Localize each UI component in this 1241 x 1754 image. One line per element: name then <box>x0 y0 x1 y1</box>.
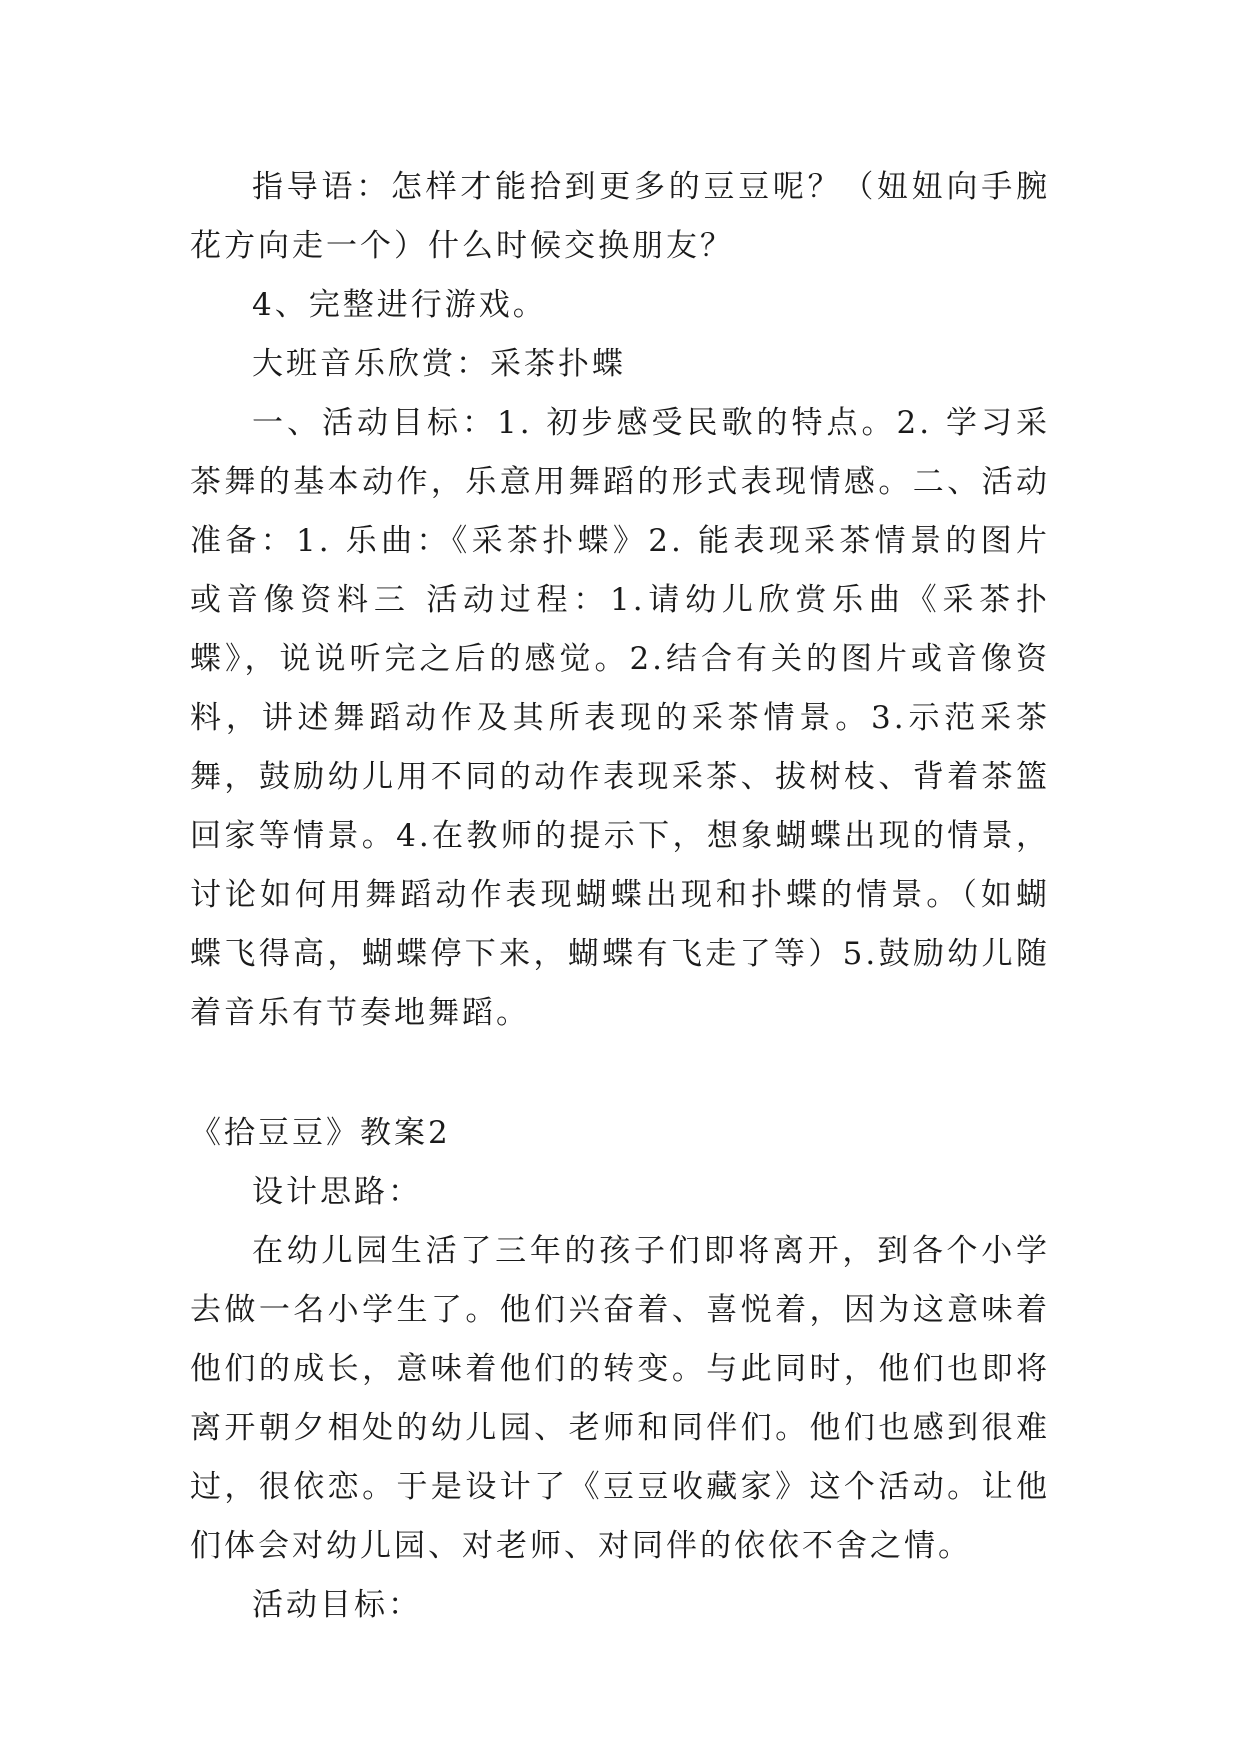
paragraph-activity-details: 一、活动目标：1. 初步感受民歌的特点。2. 学习采茶舞的基本动作，乐意用舞蹈的形式表现情感。二、活动准备：1. 乐曲：《采茶扑蝶》2. 能表现采茶情景的图片或音像资料三 活动过程：1.请幼儿欣赏乐曲《采茶扑蝶》，说说听完之后的感觉。2.结合有关的图片或音像资料，讲述舞蹈动作及其所表现的采茶情景。3.示范采茶舞，鼓励幼儿用不同的动作表现采茶、拔树枝、背着茶篮回家等情景。4.在教师的提示下，想象蝴蝶出现的情景，讨论如何用舞蹈动作表现蝴蝶出现和扑蝶的情景。（如蝴蝶飞得高，蝴蝶停下来，蝴蝶有飞走了等）5.鼓励幼儿随着音乐有节奏地舞蹈。 <box>190 405 1050 1031</box>
paragraph-design-idea-body: 在幼儿园生活了三年的孩子们即将离开，到各个小学去做一名小学生了。他们兴奋着、喜悦着，因为这意味着他们的成长，意味着他们的转变。与此同时，他们也即将离开朝夕相处的幼儿园、老师和同伴们。他们也感到很难过，很依恋。于是设计了《豆豆收藏家》这个活动。让他们体会对幼儿园、对老师、对同伴的依依不舍之情。 <box>190 1233 1050 1564</box>
paragraph-music-title: 大班音乐欣赏：采茶扑蝶 <box>252 346 626 382</box>
paragraph-guide-question: 指导语：怎样才能拾到更多的豆豆呢？（妞妞向手腕花方向走一个）什么时候交换朋友？ <box>190 169 1050 264</box>
paragraph-design-idea-heading: 设计思路： <box>252 1174 422 1210</box>
paragraph-complete-game: 4、完整进行游戏。 <box>252 287 547 323</box>
lesson-plan-title: 《拾豆豆》教案2 <box>190 1115 451 1151</box>
section-spacer <box>190 1043 1050 1104</box>
paragraph-activity-goals-heading: 活动目标： <box>252 1587 422 1623</box>
document-page <box>190 158 1050 1635</box>
